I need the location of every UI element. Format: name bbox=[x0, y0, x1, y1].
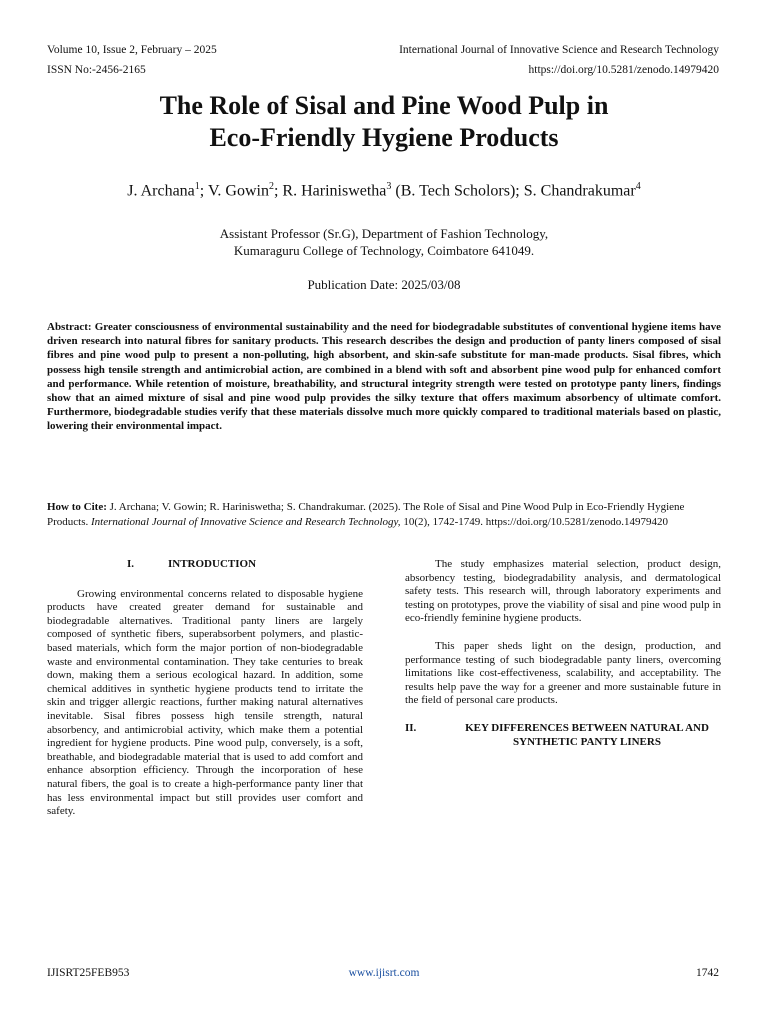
title-line-2: Eco-Friendly Hygiene Products bbox=[209, 123, 559, 152]
affiliation bbox=[0, 225, 768, 259]
cite-text-end: 10(2), 1742-1749. https://doi.org/10.5281/zenodo.14979420 bbox=[400, 515, 669, 528]
section-number: II. bbox=[405, 721, 417, 734]
running-header-line-1 bbox=[47, 44, 719, 56]
affiliation-line-1: Assistant Professor (Sr.G), Department of Fashion Technology, bbox=[219, 226, 549, 241]
author-4: (B. Tech Scholors); S. Chandrakumar bbox=[391, 182, 636, 200]
publication-date: Publication Date: 2025/03/08 bbox=[307, 277, 461, 292]
footer-website-link bbox=[0, 967, 768, 979]
journal-name: International Journal of Innovative Science and Research Technology bbox=[399, 44, 719, 56]
how-to-cite bbox=[47, 500, 721, 529]
right-column bbox=[405, 558, 721, 749]
author-3: ; R. Hariniswetha bbox=[273, 182, 387, 200]
issn: ISSN No:-2456-2165 bbox=[47, 64, 146, 76]
author-3-affiliation-mark: 3 bbox=[386, 181, 392, 192]
section-title: KEY DIFFERENCES BETWEEN NATURAL AND SYNTHETIC PANTY LINERS bbox=[465, 721, 709, 748]
cite-text: J. Archana; V. Gowin; R. Hariniswetha; S. Chandrakumar. (2025). The Role of Sisal and Pine Wood Pulp in Eco-Friendly Hygiene Products. bbox=[47, 501, 685, 528]
doi-link[interactable]: https://doi.org/10.5281/zenodo.14979420 bbox=[528, 64, 719, 76]
section-heading-key-differences bbox=[405, 722, 721, 749]
title-line-1: The Role of Sisal and Pine Wood Pulp in bbox=[159, 91, 609, 120]
running-header-line-2 bbox=[47, 64, 719, 76]
intro-paragraph-3: This paper sheds light on the design, production, and performance testing of such biodegradable panty liners, overcoming limitations like cost-effectiveness, scalability, and acceptability. The results help pave the way for a greener and more sustainable future in the field of personal care products. bbox=[405, 639, 721, 707]
author-2: ; V. Gowin bbox=[199, 182, 269, 200]
cite-journal: International Journal of Innovative Science and Research Technology, bbox=[91, 515, 401, 528]
author-1: J. Archana bbox=[127, 182, 195, 200]
section-number: I. bbox=[127, 558, 135, 570]
footer-paper-code: IJISRT25FEB953 bbox=[47, 967, 130, 979]
author-1-affiliation-mark: 1 bbox=[194, 181, 200, 192]
section-heading-introduction bbox=[47, 558, 363, 572]
section-title: INTRODUCTION bbox=[168, 558, 257, 570]
affiliation-line-2: Kumaraguru College of Technology, Coimbatore 641049. bbox=[233, 243, 535, 258]
left-column bbox=[47, 558, 363, 833]
author-list bbox=[0, 181, 768, 200]
author-4-affiliation-mark: 4 bbox=[635, 181, 641, 192]
paper-title bbox=[0, 90, 768, 154]
intro-paragraph-1: Growing environmental concerns related to disposable hygiene products have created greater demand for sustainable and biodegradable alternatives. Traditional panty liners are largely composed of synthetic fibers, superabsorbent polymers, and plastic-based materials, which form the major portion of non-biodegradable waste and environmental contamination. They take centuries to break down, making them a serious ecological hazard. In addition, some chemical additives in synthetic hygiene products tend to irritate the skin and trigger allergic reactions, further making natural alternatives inevitable. Sisal fibres possess high tensile strength, natural absorbency, and antimicrobial activity, which make them a potential ingredient for hygiene products. Pine wood pulp, conversely, is a soft, breathable, and biodegradable material that is used to add comfort and enhance absorption efficiency. Through the incorporation of hese natural fibers, the goal is to create a high-performance panty liner that has less environmental impact but still provides user comfort and safety. bbox=[47, 587, 363, 818]
volume-info: Volume 10, Issue 2, February – 2025 bbox=[47, 44, 217, 56]
cite-label: How to Cite: bbox=[47, 501, 107, 513]
website-link[interactable]: www.ijisrt.com bbox=[348, 967, 420, 979]
abstract: Abstract: Greater consciousness of environmental sustainability and the need for biodegradable substitutes of conventional hygiene items have driven research into natural fibres for sanitary products. This research describes the design and production of panty liners composed of sisal fibres and pine wood pulp to present a non-polluting, high absorbent, and skin-safe substitute for man-made products. Sisal fibres, which possess high tensile strength and antimicrobial action, are combined in a blend with soft and absorbent pine wood pulp for enhanced comfort and performance. While retention of moisture, breathability, and structural integrity strength were tested on prototype panty liners, findings show that an aimed mixture of sisal and pine wood pulp provides the silky texture that offers maximum absorbency of ultimate comfort. Furthermore, biodegradable studies verify that these materials dissolve much more quickly compared to traditional materials based on plastic, lowering their environmental impact. bbox=[47, 321, 721, 433]
author-2-affiliation-mark: 2 bbox=[268, 181, 274, 192]
page-number: 1742 bbox=[696, 967, 719, 979]
intro-paragraph-2: The study emphasizes material selection, product design, absorbency testing, biodegradability analysis, and dermatological safety tests. This research will, through laboratory experiments and testing on prototypes, prove the viability of sisal and pine wood pulp in eco-friendly feminine hygiene products. bbox=[405, 558, 721, 625]
